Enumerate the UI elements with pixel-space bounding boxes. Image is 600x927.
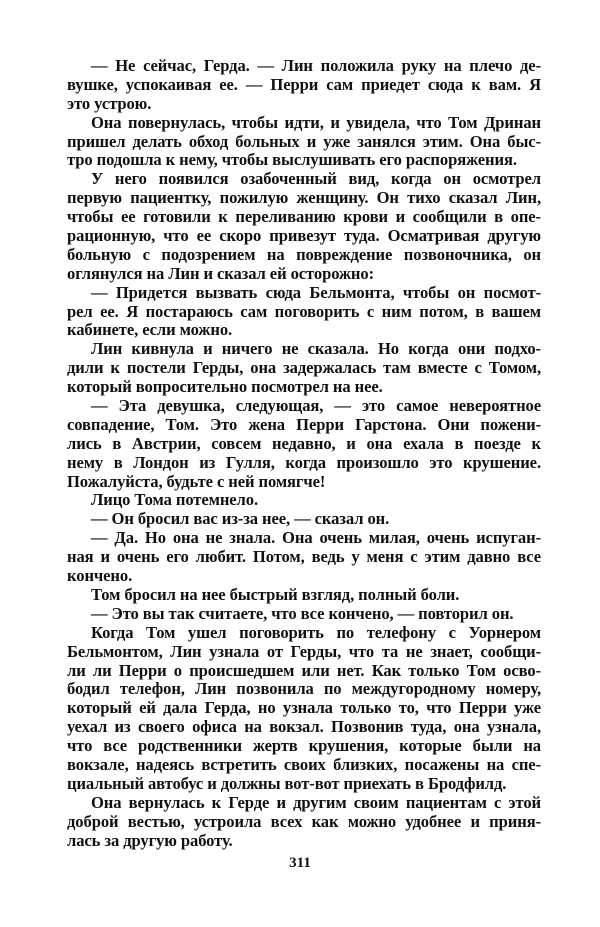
text-line: что все родственники жертв крушения, которые были на xyxy=(67,736,541,756)
text-line: нему в Лондон из Гулля, когда произошло это крушение. xyxy=(67,452,541,472)
paragraph xyxy=(67,170,541,283)
paragraph xyxy=(67,794,541,851)
text-line: — Он бросил вас из-за нее, — сказал он. xyxy=(91,509,390,529)
text-line: чтобы ее готовили к переливанию крови и сообщили в опе- xyxy=(67,207,541,227)
text-line: рел ее. Я постараюсь сам поговорить с ним потом, в вашем xyxy=(67,301,541,321)
text-line: оглянулся на Лин и сказал ей осторожно: xyxy=(67,263,375,283)
paragraph xyxy=(67,624,541,794)
paragraph xyxy=(67,605,541,624)
text-line: уехал из своего офиса на вокзал. Позвонив туда, она узнала, xyxy=(67,717,541,737)
paragraph xyxy=(67,284,541,341)
text-line: это устрою. xyxy=(67,93,152,113)
text-line: лись в Австрии, совсем недавно, и она ехала в поезде к xyxy=(67,433,541,453)
paragraph xyxy=(67,397,541,491)
text-line: лась за другую работу. xyxy=(67,830,233,850)
text-line: тро подошла к нему, чтобы выслушивать его распоряжения. xyxy=(67,150,517,170)
text-line: — Придется вызвать сюда Бельмонта, чтобы он посмот- xyxy=(91,282,541,302)
paragraph xyxy=(67,510,541,529)
text-line: Том бросил на нее быстрый взгляд, полный боли. xyxy=(91,584,460,604)
text-line: Она повернулась, чтобы идти, и увидела, что Том Дринан xyxy=(91,112,541,132)
paragraph xyxy=(67,114,541,171)
text-line: первую пациентку, пожилую женщину. Он тихо сказал Лин, xyxy=(67,188,541,208)
text-line: циальный автобус и должны вот-вот приехать в Бродфилд. xyxy=(67,773,507,793)
text-line: больную с подозрением на повреждение позвоночника, он xyxy=(67,244,541,264)
text-line: Пожалуйста, будьте с ней помягче! xyxy=(67,471,326,491)
text-line: У него появился озабоченный вид, когда он осмотрел xyxy=(91,169,541,189)
text-line: Она вернулась к Герде и другим своим пациентам с этой xyxy=(91,792,541,812)
text-line: кабинете, если можно. xyxy=(67,320,233,340)
text-line: — Это вы так считаете, что все кончено, — повторил он. xyxy=(91,603,514,623)
text-line: который вопросительно посмотрел на нее. xyxy=(67,377,383,397)
paragraph xyxy=(67,340,541,397)
text-line: Лицо Тома потемнело. xyxy=(91,490,259,510)
text-line: Лин кивнула и ничего не сказала. Но когда они подхо- xyxy=(91,339,541,359)
paragraph xyxy=(67,529,541,586)
text-line: — Да. Но она не знала. Она очень милая, очень испуган- xyxy=(91,528,541,548)
text-line: Бельмонтом, Лин узнала от Герды, что та не знает, сообщи- xyxy=(67,641,541,661)
text-line: Когда Том ушел поговорить по телефону с Уорнером xyxy=(91,622,541,642)
paragraph xyxy=(67,57,541,114)
text-line: — Эта девушка, следующая, — это самое невероятное xyxy=(91,396,541,416)
text-line: вушке, успокаивая ее. — Перри сам приедет сюда к вам. Я xyxy=(67,74,541,94)
text-line: ная и очень его любит. Потом, ведь у меня с этим давно все xyxy=(67,547,541,567)
text-line: бодил телефон, Лин позвонила по междугородному номеру, xyxy=(67,679,541,699)
text-line: рационную, что ее скоро привезут туда. Осматривая другую xyxy=(67,226,541,246)
text-line: который ей дала Герда, но узнала только то, что Перри уже xyxy=(67,698,541,718)
text-line: кончено. xyxy=(67,566,133,586)
paragraph xyxy=(67,586,541,605)
book-page-text xyxy=(67,57,541,850)
text-line: дили к постели Герды, она задержалась там вместе с Томом, xyxy=(67,358,541,378)
text-line: пришел делать обход больных и уже занялся этим. Она быс- xyxy=(67,131,541,151)
text-line: доброй вестью, устроила всех как можно удобнее и приня- xyxy=(67,811,541,831)
paragraph xyxy=(67,491,541,510)
text-line: вокзале, надеясь встретить своих близких, посажены на спе- xyxy=(67,754,541,774)
text-line: совпадение, Том. Это жена Перри Гарстона. Они пожени- xyxy=(67,414,541,434)
text-line: ли ли Перри о происшедшем или нет. Как только Том осво- xyxy=(67,660,541,680)
page-number: 311 xyxy=(289,855,311,871)
text-line: — Не сейчас, Герда. — Лин положила руку на плечо де- xyxy=(91,56,541,75)
